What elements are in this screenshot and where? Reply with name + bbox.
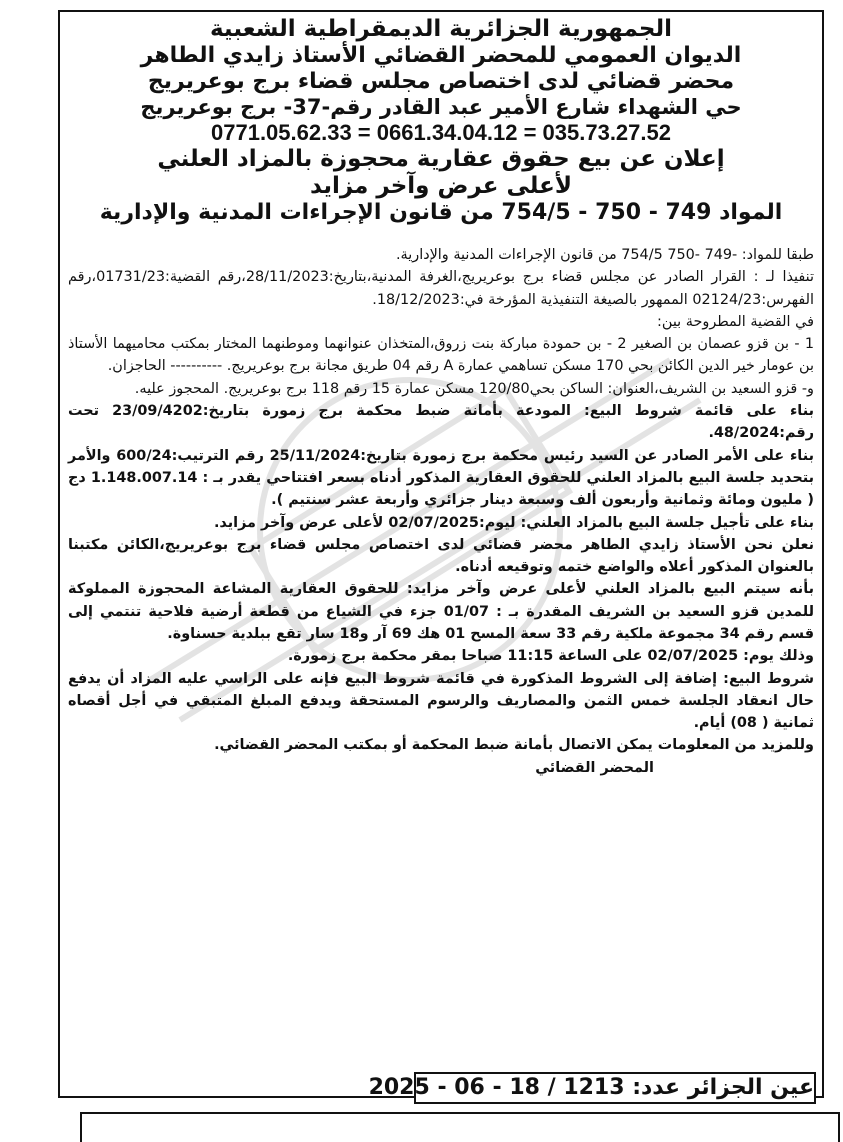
paragraph-parties-intro: في القضية المطروحة بين: bbox=[657, 313, 814, 330]
office-phones: 0771.05.62.33 = 0661.34.04.12 = 035.73.27.52 bbox=[211, 119, 671, 145]
next-notice-border bbox=[80, 1112, 840, 1142]
paragraph-execution: تنفيذا لـ : القرار الصادر عن مجلس قضاء برج بوعريريج،الغرفة المدنية،بتاريخ:28/11/2023،رقم القضية:01731/23،رقم الفهرس:02124/23 الممهور بالصيغة التنفيذية المؤرخة في:18/12/2023. bbox=[68, 269, 814, 308]
notice-body bbox=[60, 244, 822, 779]
paragraph-announcement: نعلن نحن الأستاذ زايدي الطاهر محضر قضائي لدى اختصاص مجلس قضاء برج بوعريريج،الكائن مكتبنا بالعنوان المذكور أعلاه والواضع ختمه وتوقيعه أدناه. bbox=[68, 536, 814, 576]
notice-frame bbox=[58, 10, 824, 1098]
paragraph-seized-party: و- قزو السعيد بن الشريف،العنوان: الساكن بحي120/80 مسكن عمارة 15 رقم 118 برج بوعريريج. المحجوز عليه. bbox=[134, 380, 814, 397]
paragraph-postponement: بناء على تأجيل جلسة البيع بالمزاد العلني: ليوم:02/07/2025 لأعلى عرض وآخر مزايد. bbox=[213, 514, 814, 531]
publication-box: عين الجزائر عدد: 1213 / 18 - 06 - 2025 bbox=[414, 1072, 816, 1104]
paragraph-sale-conditions-list: بناء على قائمة شروط البيع: المودعة بأمانة ضبط محكمة برج زمورة بتاريخ:23/09/4202 تحت رقم:48/2024. bbox=[68, 403, 814, 442]
paragraph-legal-basis: طبقا للمواد: -749 -750 754/5 من قانون الإجراءات المدنية والإدارية. bbox=[395, 246, 814, 263]
paragraph-sale-terms: شروط البيع: إضافة إلى الشروط المذكورة في قائمة شروط البيع فإنه على الراسي عليه المزاد أن يدفع حال انعقاد الجلسة خمس الثمن والمصاريف والرسوم المستحقة ويدفع المبلغ المتبقي في أجل أقصاه ثمانية ( 08) أيام. bbox=[68, 670, 814, 732]
office-name: الديوان العمومي للمحضر القضائي الأستاذ زايدي الطاهر bbox=[140, 43, 742, 69]
paragraph-court-order: بناء على الأمر الصادر عن السيد رئيس محكمة برج زمورة بتاريخ:25/11/2024 رقم الترتيب:600/24 والأمر بتحديد جلسة البيع بالمزاد العلني للحقوق العقارية المذكور أدناه بسعر افتتاحي يقدر بـ : 1.148.007.14 دج ( مليون ومائة وثمانية وأربعون ألف وسبعة دينار جزائري وأربعة عشر سنتيم ). bbox=[68, 447, 814, 509]
notice-header bbox=[60, 12, 822, 226]
paragraph-sale-date: وذلك يوم: 02/07/2025 على الساعة 11:15 صباحا بمقر محكمة برج زمورة. bbox=[287, 648, 814, 665]
notice-title: إعلان عن بيع حقوق عقارية محجوزة بالمزاد العلني bbox=[157, 145, 725, 172]
paragraph-seizing-parties: 1 - بن قزو عصمان بن الصغير 2 - بن حمودة مباركة بنت زروق،المتخذان عنوانهما وموطنهما المختار بمكتب محاميهما الأستاذ بن عومار خير الدين الكائن بحي 170 مسكن تساهمي عمارة A رقم 04 طريق مجانة برج بوعريريج. ---------- الحاجزان. bbox=[68, 336, 814, 375]
republic-title: الجمهورية الجزائرية الديمقراطية الشعبية bbox=[209, 16, 673, 42]
notice-subtitle: لأعلى عرض وآخر مزايد bbox=[310, 172, 572, 199]
paragraph-contact: وللمزيد من المعلومات يمكن الاتصال بأمانة ضبط المحكمة أو بمكتب المحضر القضائي. bbox=[214, 737, 814, 754]
office-address: حي الشهداء شارع الأمير عبد القادر رقم-37- برج بوعريريج bbox=[140, 95, 742, 120]
signature: المحضر القضائي bbox=[535, 759, 654, 776]
legal-articles: المواد 749 - 750 - 754/5 من قانون الإجراءات المدنية والإدارية bbox=[99, 200, 783, 225]
paragraph-property: بأنه سيتم البيع بالمزاد العلني لأعلى عرض وآخر مزايد: للحقوق العقارية المشاعة المحجوزة المملوكة للمدين قزو السعيد بن الشريف المقدرة بـ : 01/07 جزء في الشياع من قطعة أرضية فلاحية تنتمي إلى قسم رقم 34 مجموعة ملكية رقم 33 سعة المسح 01 هك 69 آر و18 سار تقع ببلدية حسناوة. bbox=[68, 581, 814, 642]
office-jurisdiction: محضر قضائي لدى اختصاص مجلس قضاء برج بوعريريج bbox=[147, 69, 735, 95]
